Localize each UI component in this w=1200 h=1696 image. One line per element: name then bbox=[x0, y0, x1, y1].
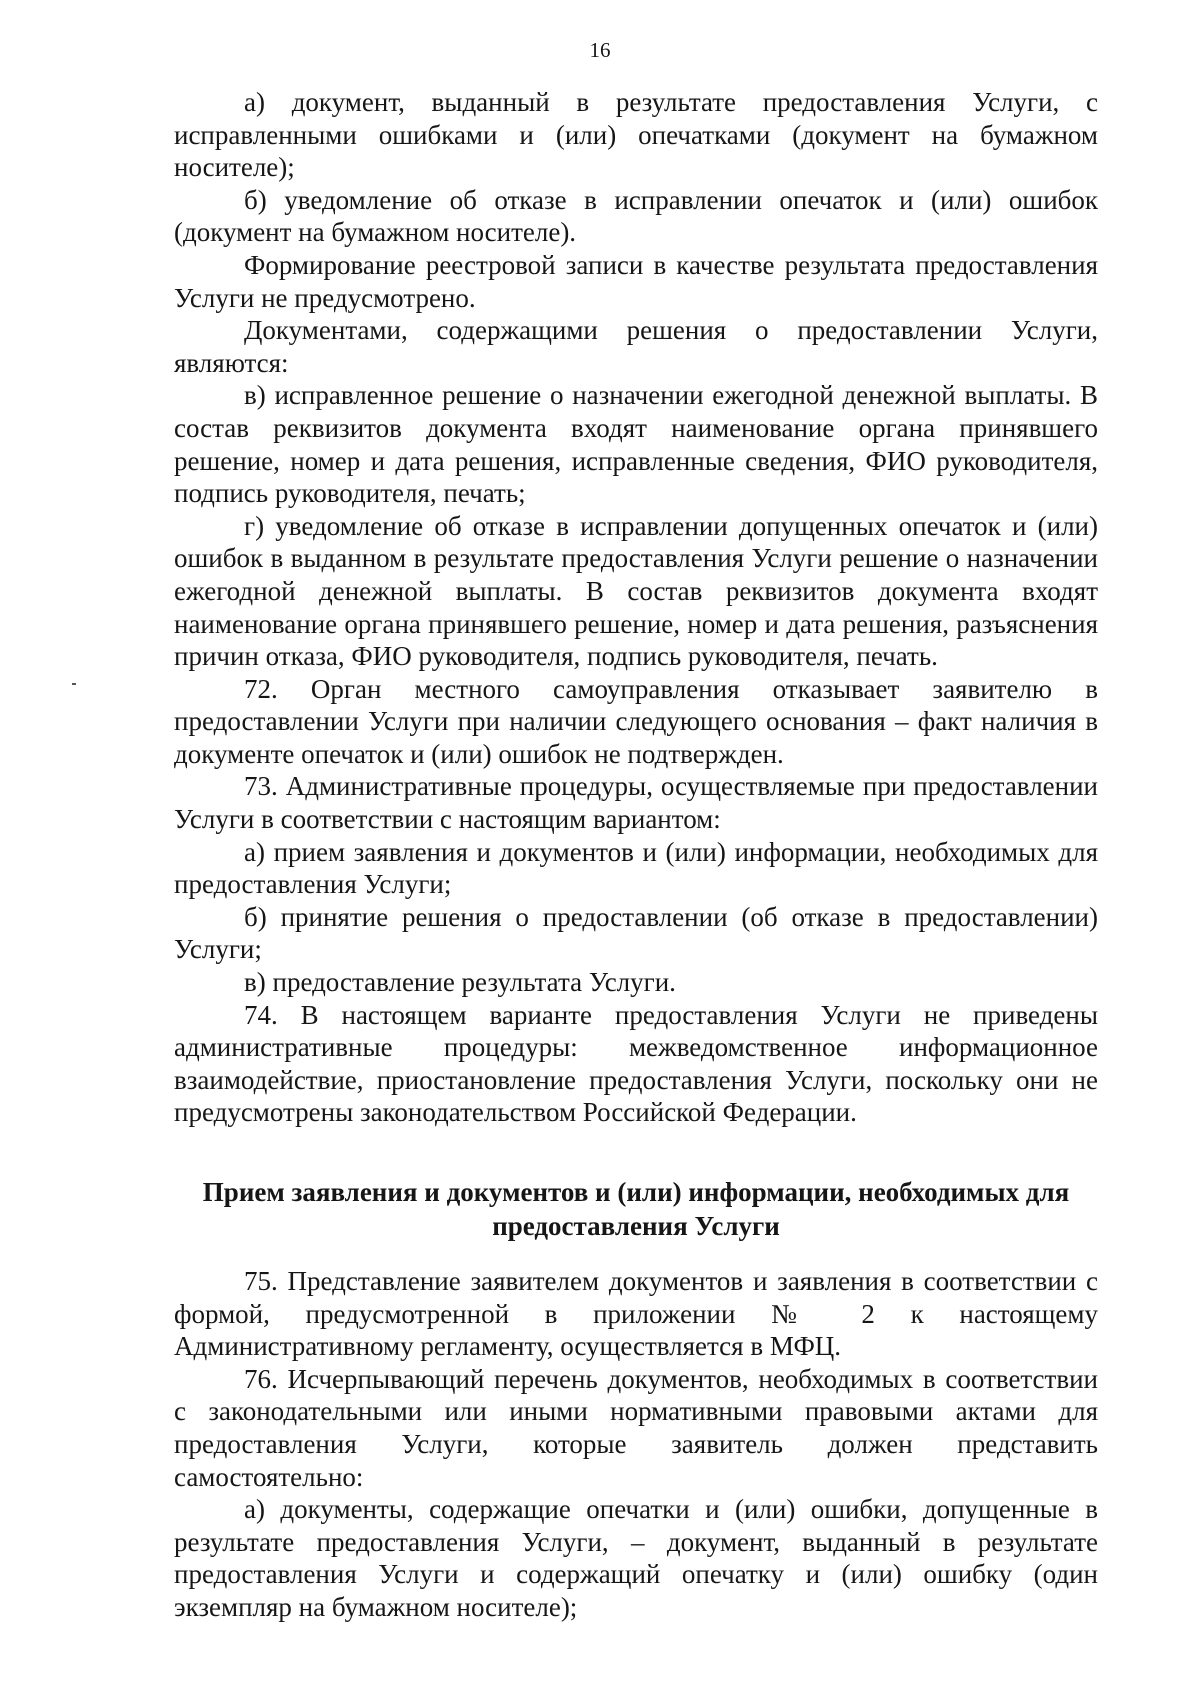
paragraph-73-a: а) прием заявления и документов и (или) информации, необходимых для предоставления Услуги; bbox=[174, 836, 1098, 900]
document-body bbox=[174, 86, 1098, 1624]
paragraph-registry-record: Формирование реестровой записи в качестве результата предоставления Услуги не предусмотрено. bbox=[174, 249, 1098, 313]
paragraph-a-result-document: а) документ, выданный в результате предоставления Услуги, с исправленными ошибками и (или) опечатками (документ на бумажном носителе); bbox=[174, 87, 1098, 183]
paragraph-75: 75. Представление заявителем документов и заявления в соответствии с формой, предусмотренной в приложении № 2 к настоящему Административному регламенту, осуществляется в МФЦ. bbox=[174, 1266, 1098, 1362]
scan-artifact bbox=[72, 683, 76, 685]
paragraph-g-refusal-notification: г) уведомление об отказе в исправлении допущенных опечаток и (или) ошибок в выданном в результате предоставления Услуги решение о назначении ежегодной денежной выплаты. В состав реквизитов документа входят наименование органа принявшего решение, номер и дата решения, разъяснения причин отказа, ФИО руководителя, подпись руководителя, печать. bbox=[174, 510, 1098, 672]
paragraph-73: 73. Административные процедуры, осуществляемые при предоставлении Услуги в соответствии с настоящим вариантом: bbox=[174, 771, 1098, 835]
paragraph-v-corrected-decision: в) исправленное решение о назначении ежегодной денежной выплаты. В состав реквизитов документа входят наименование органа принявшего решение, номер и дата решения, исправленные сведения, ФИО руководителя, подпись руководителя, печать; bbox=[174, 380, 1098, 509]
paragraph-decision-documents: Документами, содержащими решения о предоставлении Услуги, являются: bbox=[174, 315, 1098, 378]
paragraph-76-a: а) документы, содержащие опечатки и (или) ошибки, допущенные в результате предоставления Услуги, – документ, выданный в результате предоставления Услуги и содержащий опечатку и (или) ошибку (один экземпляр на бумажном носителе); bbox=[174, 1494, 1098, 1622]
page-number: 16 bbox=[589, 38, 611, 62]
paragraph-76: 76. Исчерпывающий перечень документов, необходимых в соответствии с законодательными или иными нормативными правовыми актами для предоставления Услуги, которые заявитель должен представить самостоятельно: bbox=[174, 1363, 1098, 1492]
paragraph-73-b: б) принятие решения о предоставлении (об отказе в предоставлении) Услуги; bbox=[174, 901, 1098, 965]
paragraph-73-v: в) предоставление результата Услуги. bbox=[244, 967, 676, 998]
section-heading: Прием заявления и документов и (или) информации, необходимых для предоставления Услуги bbox=[202, 1177, 1070, 1241]
paragraph-b-refusal-notice: б) уведомление об отказе в исправлении опечаток и (или) ошибок (документ на бумажном носителе). bbox=[174, 184, 1098, 248]
paragraph-74: 74. В настоящем варианте предоставления Услуги не приведены административные процедуры: межведомственное информационное взаимодействие, приостановление предоставления Услуги, поскольку они не предусмотрены законодательством Российской Федерации. bbox=[174, 999, 1098, 1128]
paragraph-72: 72. Орган местного самоуправления отказывает заявителю в предоставлении Услуги при наличии следующего основания – факт наличия в документе опечаток и (или) ошибок не подтвержден. bbox=[174, 673, 1098, 769]
